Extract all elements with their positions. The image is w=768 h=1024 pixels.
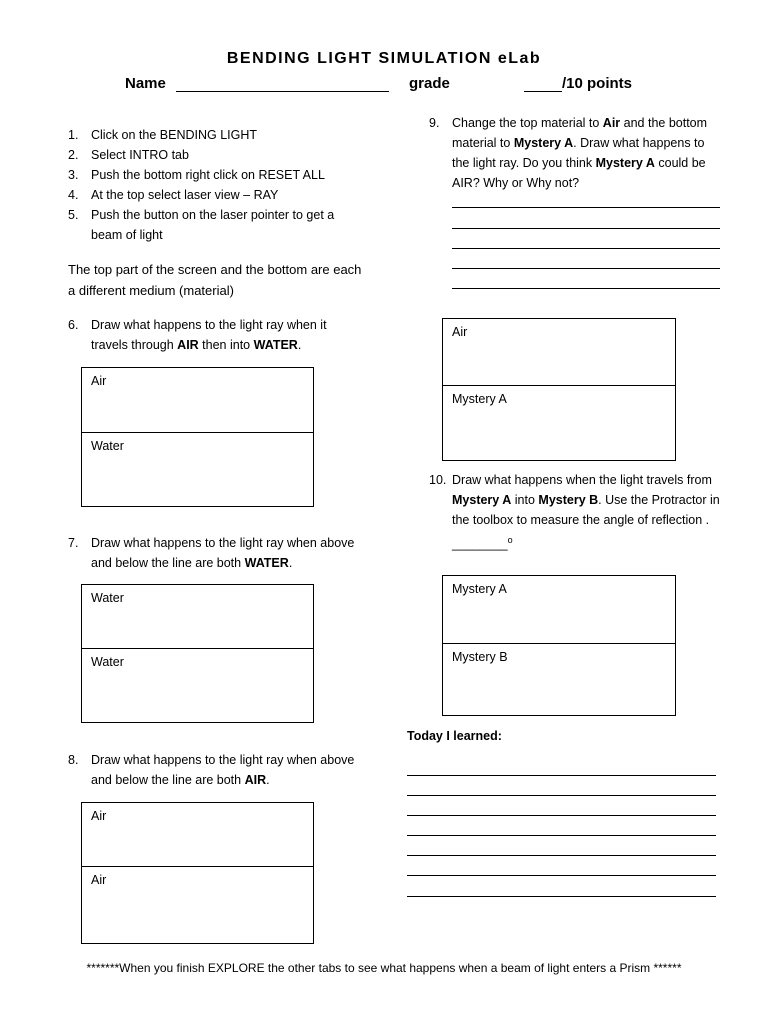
name-label: Name <box>125 75 166 92</box>
box-bottom-label: Mystery B <box>452 650 508 664</box>
question-emphasis: Mystery A <box>452 493 512 507</box>
question-text: Draw what happens when the light travels from <box>452 473 712 487</box>
learned-line[interactable] <box>407 855 716 856</box>
drawing-box-q10[interactable] <box>442 575 676 716</box>
step-text: Select INTRO tab <box>91 148 189 162</box>
footer-note: *******When you finish EXPLORE the other tabs to see what happens when a beam of light enters a Prism ****** <box>86 961 682 975</box>
grade-label: grade <box>409 75 450 92</box>
question-text: . Use the Protractor in the toolbox to measure the angle of reflection . <box>452 493 720 527</box>
drawing-box-q6[interactable] <box>81 367 314 507</box>
step-3 <box>68 165 358 185</box>
step-1 <box>68 125 358 145</box>
question-text: . <box>266 773 270 787</box>
question-text: . Draw what happens to the light ray. Do you think <box>452 136 705 170</box>
answer-line[interactable] <box>452 207 720 208</box>
question-text: Draw what happens to the light ray when it travels through <box>91 318 327 352</box>
box-bottom-label: Mystery A <box>452 392 507 406</box>
step-4 <box>68 185 358 205</box>
step-number: 1. <box>68 128 79 142</box>
question-text: . <box>297 338 302 352</box>
step-2 <box>68 145 358 165</box>
answer-line[interactable] <box>452 288 720 289</box>
question-number: 6. <box>68 318 79 332</box>
box-top-label: Air <box>91 374 107 388</box>
question-text: into <box>511 493 539 507</box>
question-emphasis: Air <box>602 116 621 130</box>
question-number: 7. <box>68 536 79 550</box>
box-top-label: Air <box>91 809 107 823</box>
question-emphasis: WATER <box>253 338 298 352</box>
question-7 <box>68 533 368 573</box>
question-emphasis: AIR <box>244 773 267 787</box>
drawing-box-q9[interactable] <box>442 318 676 461</box>
question-text: and the bottom material to <box>452 116 708 150</box>
answer-line[interactable] <box>452 248 720 249</box>
question-emphasis: Mystery B <box>538 493 599 507</box>
question-emphasis: Mystery A <box>513 136 574 150</box>
name-blank <box>176 91 389 92</box>
step-text: At the top select laser view – RAY <box>91 188 279 202</box>
step-text: Push the button on the laser pointer to get a beam of light <box>91 208 335 242</box>
drawing-box-q7[interactable] <box>81 584 314 723</box>
question-text: then into <box>198 338 254 352</box>
learned-line[interactable] <box>407 775 716 776</box>
step-5 <box>68 205 358 245</box>
question-text: . <box>288 556 293 570</box>
question-9 <box>429 113 725 193</box>
step-number: 3. <box>68 168 79 182</box>
question-emphasis: AIR <box>177 338 199 352</box>
question-text: Change the top material to <box>452 116 603 130</box>
step-text: Push the bottom right click on RESET ALL <box>91 168 325 182</box>
drawing-box-q8[interactable] <box>81 802 314 944</box>
learned-line[interactable] <box>407 875 716 876</box>
learned-line[interactable] <box>407 795 716 796</box>
worksheet-title: BENDING LIGHT SIMULATION eLab <box>226 50 542 67</box>
question-number: 10. <box>429 473 447 487</box>
box-top-label: Mystery A <box>452 582 507 596</box>
degree-symbol: o <box>507 535 513 545</box>
learned-line[interactable] <box>407 835 716 836</box>
box-top-label: Water <box>91 591 124 605</box>
question-emphasis: WATER <box>244 556 289 570</box>
question-number: 9. <box>429 116 440 130</box>
question-text: Draw what happens to the light ray when above and below the line are both <box>91 536 355 570</box>
question-text: Draw what happens to the light ray when above and below the line are both <box>91 753 355 787</box>
step-number: 2. <box>68 148 79 162</box>
answer-line[interactable] <box>452 268 720 269</box>
question-number: 8. <box>68 753 79 767</box>
box-bottom-label: Air <box>91 873 107 887</box>
box-bottom-label: Water <box>91 655 124 669</box>
box-bottom-label: Water <box>91 439 124 453</box>
question-8 <box>68 750 368 790</box>
box-top-label: Air <box>452 325 468 339</box>
today-learned-label: Today I learned: <box>407 729 502 743</box>
learned-line[interactable] <box>407 896 716 897</box>
angle-answer-blank[interactable]: ________ <box>452 537 508 552</box>
question-emphasis: Mystery A <box>595 156 655 170</box>
step-number: 5. <box>68 208 79 222</box>
points-label: /10 points <box>562 75 633 92</box>
intro-paragraph: The top part of the screen and the bottom are each a different medium (material) <box>68 262 362 298</box>
step-text: Click on the BENDING LIGHT <box>91 128 258 142</box>
answer-line[interactable] <box>452 228 720 229</box>
question-10 <box>429 470 729 554</box>
step-number: 4. <box>68 188 79 202</box>
question-text: could be AIR? Why or Why not? <box>452 156 706 190</box>
learned-line[interactable] <box>407 815 716 816</box>
question-6 <box>68 315 358 355</box>
points-blank <box>524 91 562 92</box>
